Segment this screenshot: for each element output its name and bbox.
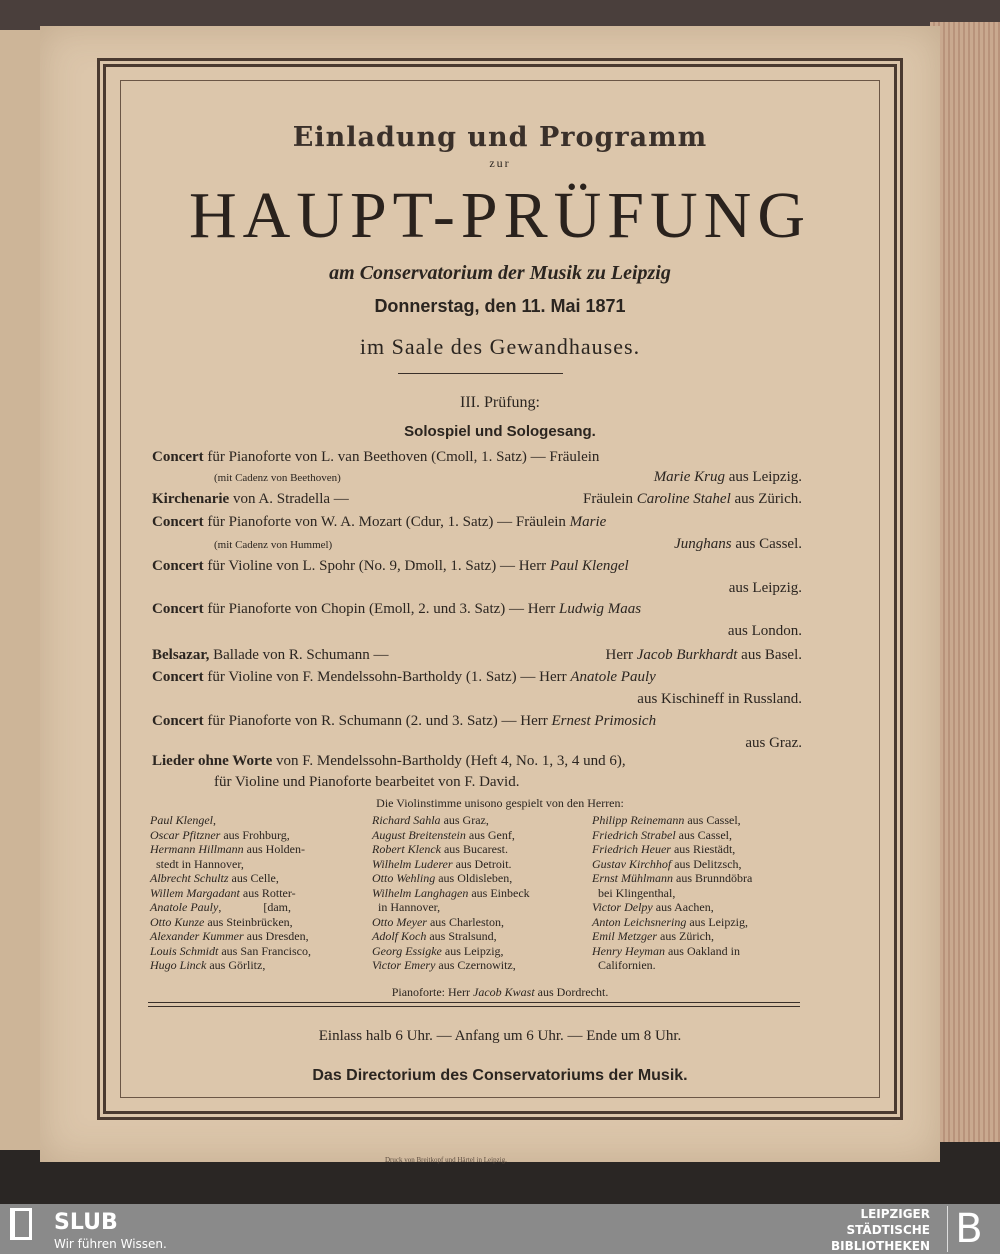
violinist-entry [592, 900, 807, 915]
violinist-entry [372, 944, 587, 959]
program-line [152, 752, 802, 770]
rule [148, 1002, 800, 1003]
text-segment: Emil Metzger [592, 929, 657, 943]
section-number: III. Prüfung: [460, 394, 540, 411]
text-segment: Adolf Koch [372, 929, 427, 943]
violinist-entry [592, 828, 807, 843]
text-segment: aus San Francisco, [218, 943, 311, 958]
text-segment: Ballade von R. Schumann — [209, 647, 389, 663]
text-segment: für Violine von F. Mendelssohn-Bartholdy (1. Satz) — Herr [203, 669, 571, 685]
text-segment: Otto Wehling [372, 871, 436, 885]
text-segment: für Pianoforte von R. Schumann (2. und 3. Satz) — Herr [203, 713, 552, 729]
text-segment: aus Leipzig. [724, 469, 802, 485]
violinist-entry [150, 857, 365, 872]
text-segment: Henry Heyman [592, 943, 665, 958]
violinist-entry [372, 929, 587, 944]
text-segment: für Violine und Pianoforte bearbeitet von F. David. [214, 774, 520, 790]
violinists-column [150, 813, 365, 973]
violinist-entry [592, 857, 807, 872]
text-segment: Philipp Reinemann [592, 813, 685, 827]
text-segment: Concert [152, 514, 204, 530]
text-segment: Ernst Mühlmann [592, 871, 673, 885]
text-segment: Alexander Kummer [150, 929, 244, 943]
text-segment: für Pianoforte von W. A. Mozart (Cdur, 1. Satz) — Fräulein [203, 514, 570, 530]
text-segment: aus Cassel. [731, 536, 802, 552]
violinist-entry [150, 828, 365, 843]
text-segment: aus Oldisleben, [435, 871, 513, 885]
text-segment: Anton Leichsnering [592, 914, 687, 929]
left-page-edge [0, 30, 43, 1150]
program-line [152, 773, 802, 791]
violinist-entry [592, 958, 807, 973]
text-segment: Junghans [674, 536, 732, 552]
text-segment: Oscar Pfitzner [150, 827, 221, 842]
text-segment: Marie Krug [653, 469, 725, 485]
text-segment: aus Czernowitz, [435, 958, 516, 972]
text-segment: aus Bucarest. [440, 842, 508, 856]
text-segment: Willem Margadant [150, 885, 240, 900]
library-line: BIBLIOTHEKEN [830, 1239, 930, 1253]
text-segment: Concert [152, 713, 204, 729]
text-segment: Concert [152, 558, 204, 574]
text-segment: Albrecht Schultz [150, 871, 229, 885]
text-segment: aus Holden- [243, 842, 305, 856]
text-segment: aus Genf, [465, 827, 515, 842]
text-segment: , [213, 813, 216, 827]
violinist-entry [592, 813, 807, 828]
text-segment: aus Aachen, [652, 900, 714, 914]
violinist-entry [592, 842, 807, 857]
text-segment: (mit Cadenz von Beethoven) [214, 472, 341, 484]
text-segment: Kirchenarie [152, 491, 230, 507]
text-segment: Louis Schmidt [150, 943, 219, 958]
text-segment: Paul Klengel [549, 558, 629, 574]
institution-line: am Conservatorium der Musik zu Leipzig [329, 262, 671, 284]
text-segment: Wilhelm Luderer [372, 856, 453, 871]
text-segment: Friedrich Heuer [592, 842, 671, 856]
text-segment: aus Einbeck [468, 885, 530, 900]
text-segment: aus Leipzig, [441, 943, 504, 958]
text-segment: Marie [569, 514, 607, 530]
program-line [152, 734, 802, 752]
text-segment: aus Frohburg, [220, 827, 290, 842]
text-segment: Ludwig Maas [559, 601, 642, 617]
text-segment: Belsazar, [152, 647, 210, 663]
times-line: Einlass halb 6 Uhr. — Anfang um 6 Uhr. — Ende um 8 Uhr. [318, 1028, 682, 1044]
violinist-entry [592, 886, 807, 901]
text-segment: aus Leipzig, [686, 914, 748, 929]
text-segment: von F. Mendelssohn-Bartholdy (Heft 4, No. 1, 3, 4 und 6), [272, 753, 626, 769]
library-b-icon: B [947, 1206, 990, 1252]
text-segment: Anatole Pauly [150, 900, 219, 914]
violinist-entry [150, 813, 365, 828]
library-line: LEIPZIGER [860, 1207, 930, 1221]
footer-bar [0, 1204, 1000, 1254]
text-segment: Fräulein [582, 491, 637, 507]
violinist-entry [372, 828, 587, 843]
text-segment: Anatole Pauly [570, 669, 656, 685]
text-segment: aus Riestädt, [670, 842, 736, 856]
text-segment: Wilhelm Langhagen [372, 885, 469, 900]
library-name[interactable] [831, 1206, 930, 1254]
text-segment: aus Celle, [228, 871, 279, 885]
violinist-entry [372, 842, 587, 857]
program-line [152, 579, 802, 597]
program-line [152, 646, 802, 664]
pianoforte-place: aus Dordrecht. [534, 985, 609, 999]
pianoforte-line [100, 985, 900, 999]
book-icon [10, 1208, 32, 1240]
text-segment: aus Zürich. [730, 491, 802, 507]
pianoforte-label: Pianoforte: Herr [391, 985, 473, 999]
violinist-entry [150, 871, 365, 886]
date-line: Donnerstag, den 11. Mai 1871 [374, 296, 626, 316]
text-segment: Otto Kunze [150, 914, 205, 929]
text-segment: Hermann Hillmann [150, 842, 244, 856]
program-line [152, 557, 802, 575]
program-line [152, 668, 802, 686]
text-segment: aus Detroit. [452, 856, 512, 871]
text-segment: Georg Essigke [372, 943, 442, 958]
text-segment: stedt in Hannover, [150, 856, 244, 871]
violinist-entry [150, 929, 365, 944]
text-segment: aus Stralsund, [426, 929, 497, 943]
violinists-column [372, 813, 587, 973]
text-segment: aus Leipzig. [728, 580, 802, 596]
violinists-column [592, 813, 807, 973]
venue-line: im Saale des Gewandhauses. [359, 334, 641, 359]
section-subtitle: Solospiel und Sologesang. [404, 423, 596, 440]
violinist-entry [592, 944, 807, 959]
text-segment: Paul Klengel [150, 813, 213, 827]
text-segment: aus Basel. [737, 647, 802, 663]
text-segment: aus Dresden, [243, 929, 309, 943]
violinist-entry [150, 944, 365, 959]
text-segment: Friedrich Strabel [592, 827, 676, 842]
text-segment: aus Zürich, [657, 929, 714, 943]
violinist-entry [372, 857, 587, 872]
rule [148, 1006, 800, 1007]
text-segment: aus London. [727, 623, 802, 639]
text-segment: Otto Meyer [372, 914, 427, 929]
text-segment: Victor Emery [372, 958, 436, 972]
violinist-entry [372, 871, 587, 886]
text-segment: für Pianoforte von Chopin (Emoll, 2. und 3. Satz) — Herr [203, 601, 560, 617]
text-segment: Concert [152, 449, 204, 465]
violinist-entry [372, 915, 587, 930]
slub-logo[interactable]: SLUB [54, 1210, 118, 1235]
document-title: HAUPT-PRÜFUNG [188, 179, 812, 252]
program-line [152, 535, 802, 554]
violinist-entry [592, 915, 807, 930]
text-segment: Jacob Burkhardt [636, 647, 738, 663]
text-segment: in Hannover, [372, 900, 441, 914]
violinist-entry [372, 900, 587, 915]
program-line [152, 690, 802, 708]
invitation-heading: Einladung und Programm [292, 122, 708, 153]
text-segment: aus Delitzsch, [671, 856, 742, 871]
program-line [152, 712, 802, 730]
text-segment: für Pianoforte von L. van Beethoven (Cmoll, 1. Satz) — Fräulein [203, 449, 600, 465]
pianoforte-name: Jacob Kwast [473, 985, 535, 999]
violinist-entry [150, 900, 365, 915]
text-segment: aus Kischineff in Russland. [637, 691, 802, 707]
text-segment: Hugo Linck [150, 958, 207, 972]
text-segment: Victor Delpy [592, 900, 653, 914]
text-segment: aus Görlitz, [206, 958, 266, 972]
violinist-entry [372, 813, 587, 828]
text-segment: , [dam, [218, 900, 291, 914]
text-segment: aus Rotter- [239, 885, 296, 900]
program-line [152, 622, 802, 640]
printer-note: Druck von Breitkopf und Härtel in Leipzig. [385, 1156, 507, 1164]
program-line [152, 448, 802, 466]
text-segment: aus Graz, [440, 813, 489, 827]
right-page-edges [930, 22, 1000, 1142]
violinist-entry [372, 886, 587, 901]
text-segment: Lieder ohne Worte [152, 753, 273, 769]
text-segment: aus Brunndöbra [673, 871, 753, 885]
signature: Das Directorium des Conservatoriums der Musik. [312, 1067, 688, 1084]
slub-tagline: Wir führen Wissen. [54, 1237, 167, 1251]
violinist-entry [150, 886, 365, 901]
library-line: STÄDTISCHE [846, 1223, 930, 1237]
text-segment: aus Oakland in [664, 943, 740, 958]
program-line [152, 490, 802, 508]
text-segment: aus Charleston, [426, 914, 504, 929]
text-segment: Robert Klenck [372, 842, 441, 856]
program-line [152, 468, 802, 487]
violinist-entry [150, 915, 365, 930]
text-segment: August Breitenstein [372, 827, 466, 842]
text-segment: Californien. [592, 958, 656, 972]
text-segment: aus Cassel, [684, 813, 741, 827]
text-segment: Concert [152, 669, 204, 685]
text-segment: für Violine von L. Spohr (No. 9, Dmoll, 1. Satz) — Herr [203, 558, 550, 574]
zur-text: zur [489, 156, 511, 170]
text-segment: bei Klingenthal, [592, 885, 676, 900]
violin-heading: Die Violinstimme unisono gespielt von den Herren: [376, 796, 624, 810]
text-segment: (mit Cadenz von Hummel) [214, 539, 333, 551]
text-segment: Ernest Primosich [551, 713, 657, 729]
text-segment: von A. Stradella — [229, 491, 349, 507]
violinist-entry [150, 958, 365, 973]
text-segment: Caroline Stahel [636, 491, 731, 507]
text-segment: Richard Sahla [372, 813, 441, 827]
text-segment: Gustav Kirchhof [592, 856, 672, 871]
violinist-entry [150, 842, 365, 857]
text-segment: Herr [605, 647, 637, 663]
text-segment: aus Steinbrücken, [204, 914, 293, 929]
text-segment: Concert [152, 601, 204, 617]
violinist-entry [592, 929, 807, 944]
violinist-entry [372, 958, 587, 973]
violinist-entry [592, 871, 807, 886]
divider [398, 373, 563, 374]
program-line [152, 513, 802, 531]
text-segment: aus Graz. [745, 735, 802, 751]
program-line [152, 600, 802, 618]
text-segment: aus Cassel, [675, 827, 732, 842]
